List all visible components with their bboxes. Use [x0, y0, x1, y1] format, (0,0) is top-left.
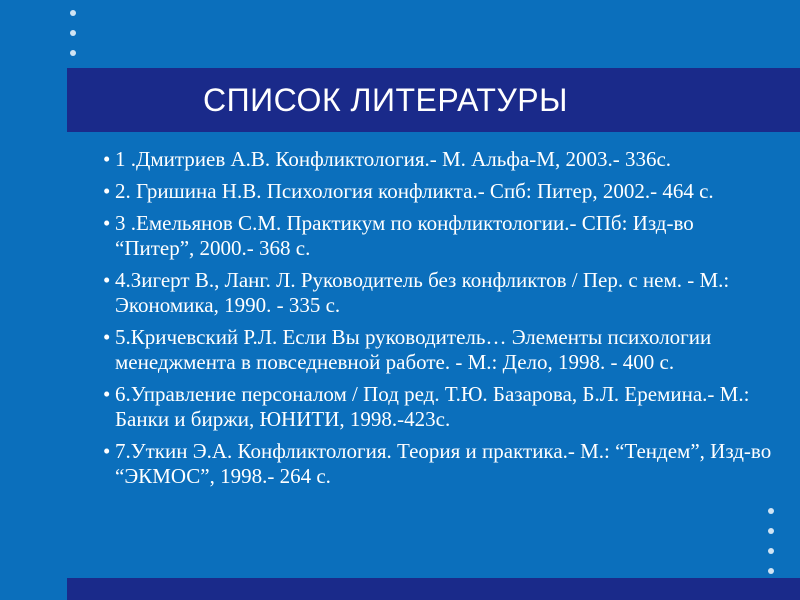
bullet-icon: • — [103, 325, 111, 349]
bullet-icon: • — [103, 147, 111, 171]
bullet-icon: • — [103, 382, 111, 406]
decorative-dot — [768, 568, 774, 574]
list-item — [103, 382, 773, 432]
bullet-icon: • — [103, 179, 111, 203]
bullet-icon: • — [103, 439, 111, 463]
list-item-text: 6.Управление персоналом / Под ред. Т.Ю. Базарова, Б.Л. Еремина.- М.: Банки и биржи, ЮНИТИ, 1998.-423с. — [115, 382, 750, 431]
list-item-text: 2. Гришина Н.В. Психология конфликта.- Спб: Питер, 2002.- 464 с. — [115, 179, 714, 203]
decorative-dot — [768, 528, 774, 534]
list-item — [103, 325, 773, 375]
decorative-dot — [70, 30, 76, 36]
list-item — [103, 211, 773, 261]
decorative-dot — [768, 548, 774, 554]
bibliography-list — [103, 147, 773, 496]
list-item — [103, 179, 773, 204]
list-item-text: 4.Зигерт В., Ланг. Л. Руководитель без конфликтов / Пер. с нем. - М.: Экономика, 1990. - 335 с. — [115, 268, 730, 317]
bottom-band — [67, 578, 800, 600]
list-item-text: 3 .Емельянов С.М. Практикум по конфликтологии.- СПб: Изд-во “Питер”, 2000.- 368 с. — [115, 211, 694, 260]
list-item-text: 1 .Дмитриев А.В. Конфликтология.- М. Альфа-М, 2003.- 336с. — [115, 147, 672, 171]
list-item-text: 5.Кричевский Р.Л. Если Вы руководитель… Элементы психологии менеджмента в повседневной работе. - М.: Дело, 1998. - 400 с. — [115, 325, 712, 374]
bullet-icon: • — [103, 268, 111, 292]
decorative-dot — [768, 508, 774, 514]
list-item — [103, 439, 773, 489]
decorative-dot — [70, 50, 76, 56]
slide-title — [67, 78, 800, 122]
decorative-dot — [70, 10, 76, 16]
slide-title-text: СПИСОК ЛИТЕРАТУРЫ — [203, 82, 568, 118]
list-item — [103, 147, 773, 172]
list-item — [103, 268, 773, 318]
bullet-icon: • — [103, 211, 111, 235]
title-band — [67, 68, 800, 132]
list-item-text: 7.Уткин Э.А. Конфликтология. Теория и практика.- М.: “Тендем”, Изд-во “ЭКМОС”, 1998.- 264 с. — [115, 439, 772, 488]
